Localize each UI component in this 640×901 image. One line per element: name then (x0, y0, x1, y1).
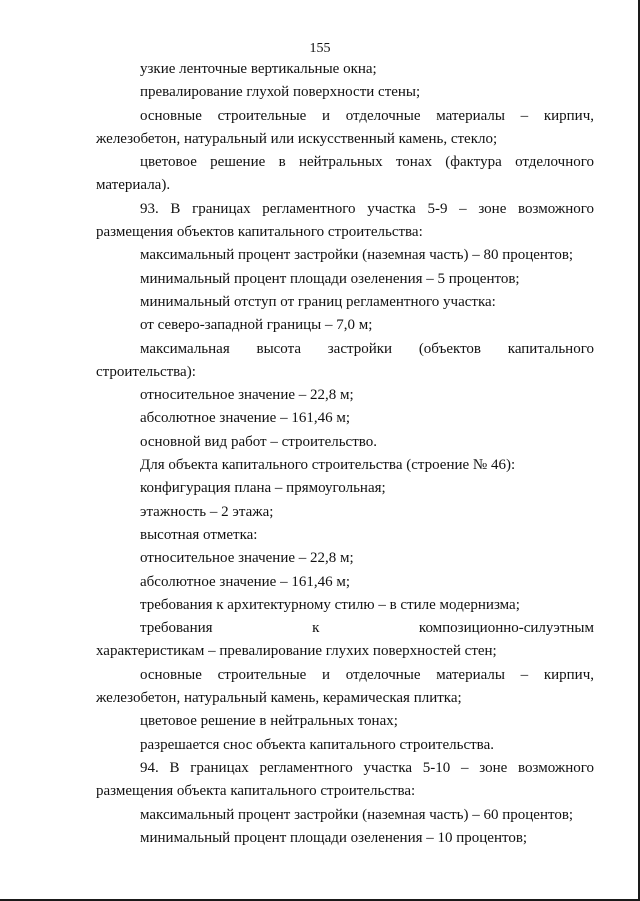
text-line: 93. В границах регламентного участка 5-9 – зоне возможного (140, 200, 594, 217)
text-line: характеристикам – превалирование глухих поверхностей стен; (96, 643, 497, 660)
text-line: Для объекта капитального строительства (строение № 46): (140, 457, 516, 474)
text-line: материала). (96, 177, 171, 194)
text-line: строительства): (96, 363, 196, 380)
text-line: конфигурация плана – прямоугольная; (140, 480, 386, 497)
text-line: требования к архитектурному стилю – в стиле модернизма; (140, 596, 520, 613)
document-body (96, 58, 594, 850)
text-line: максимальная высота застройки (объектов капитального (140, 340, 594, 357)
text-line: основной вид работ – строительство. (140, 433, 377, 450)
text-line: минимальный процент площади озеленения – 5 процентов; (140, 270, 520, 287)
text-line: относительное значение – 22,8 м; (140, 550, 354, 567)
page-number: 155 (309, 41, 331, 56)
text-line: максимальный процент застройки (наземная часть) – 60 процентов; (140, 806, 574, 823)
text-line: железобетон, натуральный камень, керамическая плитка; (96, 690, 462, 707)
text-line: железобетон, натуральный или искусственный камень, стекло; (96, 130, 498, 147)
text-line: узкие ленточные вертикальные окна; (140, 61, 377, 77)
text-line: от северо-западной границы – 7,0 м; (140, 317, 373, 334)
text-line: 94. В границах регламентного участка 5-10 – зоне возможного (140, 759, 594, 776)
text-line: минимальный процент площади озеленения – 10 процентов; (140, 829, 528, 846)
text-line: относительное значение – 22,8 м; (140, 387, 354, 404)
text-line: цветовое решение в нейтральных тонах (фактура отделочного (140, 154, 594, 171)
text-line: размещения объектов капитального строительства: (96, 224, 423, 241)
text-line: превалирование глухой поверхности стены; (140, 84, 421, 101)
text-line: абсолютное значение – 161,46 м; (140, 410, 350, 427)
text-line: высотная отметка: (140, 526, 258, 543)
text-line: размещения объекта капитального строительства: (96, 783, 416, 800)
text-line: разрешается снос объекта капитального строительства. (140, 736, 494, 753)
text-line: абсолютное значение – 161,46 м; (140, 573, 350, 590)
text-line: этажность – 2 этажа; (140, 503, 274, 520)
text-line: минимальный отступ от границ регламентного участка: (140, 293, 496, 310)
text-line: основные строительные и отделочные материалы – кирпич, (140, 666, 594, 683)
text-line: основные строительные и отделочные материалы – кирпич, (140, 107, 594, 124)
text-line: цветовое решение в нейтральных тонах; (140, 713, 398, 730)
text-line: требования к композиционно-силуэтным (140, 620, 594, 637)
text-line: максимальный процент застройки (наземная часть) – 80 процентов; (140, 247, 574, 264)
